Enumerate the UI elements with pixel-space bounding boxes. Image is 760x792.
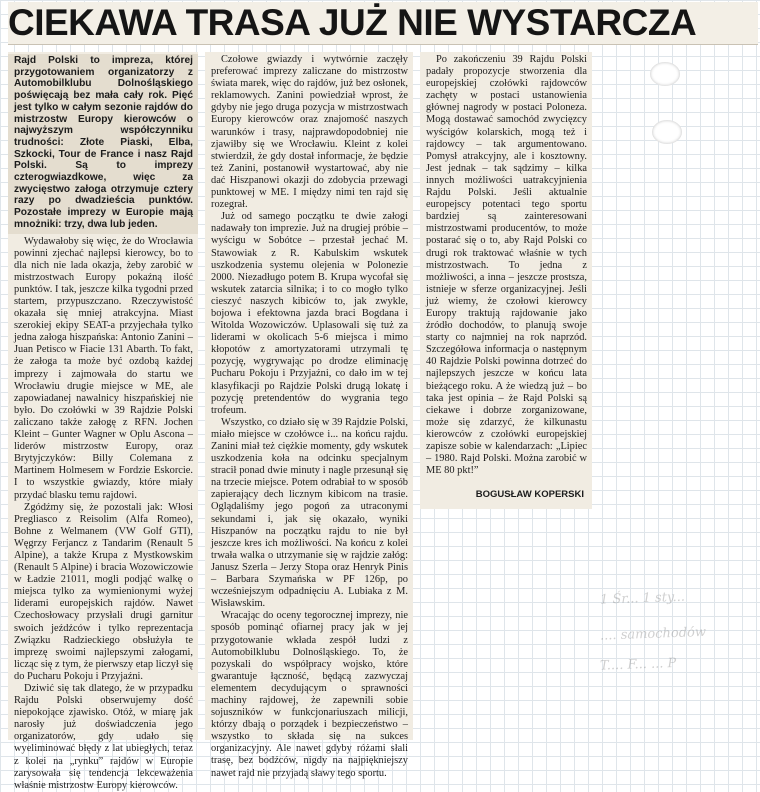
paragraph: Wszystko, co działo się w 39 Rajdzie Polski, miało miejsce w czołówce i... na końcu rajdu. Zanini miał też ciężkie momenty, gdy wskutek uszkodzenia koła na odcinku specjalnym stracił ponad dwie minuty i nagle przesunął się na trzecie miejsce. Potem odrabiał to w sposób zapierający dech licznym kibicom na trasie. Oglądaliśmy jego pogoń za utraconymi sekundami i, jak się okazało, wyniki Hiszpanów na początku rajdu to nie był jeszcze kres ich możliwości. Na końcu z kolei trwała walka o utrzymanie się w rajdzie załóg: Janusz Szerla – Jerzy Stopa oraz Henryk Pinis – Barbara Szymańska w PF 126p, po wcześniejszym odpadnięciu A. Lubiaka z M. Wisławskim. bbox=[211, 416, 408, 610]
article-column-1 bbox=[8, 52, 198, 791]
paragraph: Zgódźmy się, że pozostali jak: Włosi Pregliasco z Reisolim (Alfa Romeo), Bohne z Welmanem (VW Golf GTI), Węgrzy Ferjancz z Tandarim (Renault 5 Alpine), a także Krupa z Mystkowskim (Renault 5 Alpine) i bracia Wozowiczowie w Ładzie 21011, mogli podjąć walkę o miejsca tylko za wymienionymi wyżej liderami europejskich rajdów. Nawet Czechosłowacy przysłali drugi garnitur swoich jeźdźców i tylko reprezentacja Związku Radzieckiego obsłużyła te imprezę swoimi najlepszymi załogami, licząc się z tym, że pierwszy etap liczył się do Pucharu Pokoju i Przyjaźni. bbox=[14, 501, 193, 682]
pencil-scribble: .... samochodów bbox=[599, 624, 707, 644]
paragraph: Czołowe gwiazdy i wytwórnie zaczęły preferować imprezy zaliczane do mistrzostw świata marek, więc do rajdów, już bez osłonek, reklamowych. Zanini powiedział wprost, że gdyby nie jego druga pozycja w mistrzostwach Europy kierowców oraz znajomość naszych warunków i trasy, najprawdopodobniej nie zjawiłby się we Wrocławiu. Kleint z kolei stwierdził, że gdy dostał informacje, że będzie też Zanini, postanowił wystartować, aby nie dać Hiszpanowi okazji do zdobycia przewagi punktowej w ME. I między nimi ten rajd się rozegrał. bbox=[211, 54, 408, 211]
headline: CIEKAWA TRASA JUŻ NIE WYSTARCZA bbox=[8, 2, 758, 45]
article-column-2 bbox=[205, 52, 413, 779]
pencil-scribble: 1 Śr... 1 sty... bbox=[599, 589, 686, 608]
paragraph: Już od samego początku te dwie załogi nadawały ton imprezie. Już na drugiej próbie – wyścigu w Sobótce – przestał jechać M. Stawowiak z R. Kabulskim wskutek uszkodzenia systemu olejenia w Polonezie 2000. Niezadługo potem B. Krupa wycofał się wskutek zatarcia silnika; i to co mogło tylko cieszyć naszych kibiców to, jak zwykle, bojowa i efektowna jazda braci Bogdana i Witolda Wozowiczów. Uplasowali się tuż za liderami w okolicach 5-6 miejsca i mimo kłopotów z amortyzatorami utrzymali tę pozycję, wygrywając po drodze eliminację Pucharu Pokoju i Przyjaźni, co dało im w tej klasyfikacji po Rajdzie Polski drugą lokatę i pozycję pretendentów do wygrania tego trofeum. bbox=[211, 211, 408, 416]
lead-paragraph: Rajd Polski to impreza, której przygotowaniem organizatorzy z Automobilklubu Dolnośląskiego poświęcają bez mała cały rok. Pięć jest tylko w całym sezonie rajdów do mistrzostw Europy kierowców o najwyższym współczynniku trudności: Złote Piaski, Elba, Szkocki, Tour de France i nasz Rajd Polski. Są to imprezy czterogwiazdkowe, więc za zwycięstwo załoga otrzymuje cztery razy po dwadzieścia punktów. Pozostałe imprezy w Europie mają mnożniki: trzy, dwa lub jeden. bbox=[8, 54, 198, 234]
punch-hole bbox=[652, 120, 682, 144]
paragraph: Dziwić się tak dlatego, że w przypadku Rajdu Polski obserwujemy dość niepokojące zjawisko. Otóż, w miarę jak narosły już doświadczenia jego organizatorów, gdy udało się wyeliminować błędy z lat ubiegłych, teraz z kolei na „rynku” rajdów w Europie zarysowała się tendencja lekceważenia właśnie mistrzostw Europy kierowców. bbox=[14, 683, 193, 791]
paragraph: Wydawałoby się więc, że do Wrocławia powinni zjechać najlepsi kierowcy, bo to dla nich nie lada okazja, żeby zarobić w mistrzostwach Europy pokaźną ilość punktów. I tak, jeszcze kilka tygodni przed startem, przypuszczano. Rzeczywistość okazała się mniej atrakcyjna. Miast szerokiej ekipy SEAT-a przyjechała tylko jedna załoga hiszpańska: Antonio Zanini – Juan Petisco w Fiacie 131 Abarth. To fakt, że załoga ta może być ozdobą każdej imprezy i zajmowała do startu we Wrocławiu drugie miejsce w ME, ale zapowiadanej nawalnicy hiszpańskiej nie było. Do czołówki w 39 Rajdzie Polski zaliczano także załogę z RFN. Jochen Kleint – Gunter Wagner w Oplu Ascona – liderów mistrzostw Europy, oraz Brytyjczyków: Billy Colemana z Martinem Holmesem w Fordzie Eskorcie. I to wszystkie gwiazdy, które miały przydać blasku temu rajdowi. bbox=[14, 235, 193, 501]
punch-hole bbox=[650, 62, 680, 86]
paragraph: Po zakończeniu 39 Rajdu Polski padały propozycje stworzenia dla europejskiej czołówki rajdowców zachęty w postaci ustanowienia głównej nagrody w postaci Poloneza. Mogą dostawać samochód zwycięzcy wyścigów kolarskich, mogą też i rajdowcy – tak argumentowano. Pomysł atrakcyjny, ale i kosztowny. Jest jednak – tak sądzimy – kilka innych możliwości uatrakcyjnienia Rajdu Polski. Jeśli aktualnie europejscy potentaci tego sportu bardziej są zainteresowani mistrzostwami producentów, to może postarać się o to, aby Rajd Polski co drugi rok traktować właśnie w tych mistrzostwach. To jedna z możliwości, a inna – jeszcze prostsza, istnieje w sferze organizacyjnej. Jeśli już wiemy, że czołowi kierowcy Europy traktują rajdowanie jako źródło dochodów, to planują swoje starty co najmniej na rok naprzód. Szczegółowa informacja o następnym 40 Rajdzie Polski powinna dotrzeć do najlepszych jeszcze w końcu lata bieżącego roku. A że wiedzą już – bo taka jest opinia – że Rajd Polski są ciekawe i dobrze zorganizowane, może się zdarzyć, że kilkunastu kierowców z czołówki europejskiej zapisze sobie w kalendarzach: „Lipiec – 1980. Rajd Polski. Można zarobić w ME 80 pkt!” bbox=[426, 54, 587, 477]
pencil-scribble: T.... F... ... P bbox=[599, 655, 677, 674]
byline: BOGUSŁAW KOPERSKI bbox=[475, 489, 584, 501]
article-column-3 bbox=[420, 52, 592, 509]
paragraph: Wracając do oceny tegorocznej imprezy, nie sposób pominąć ofiarnej pracy jak w jej przygotowanie wkłada zespół ludzi z Automobilklubu Dolnośląskiego. To, że pozyskali do współpracy wojsko, które gwarantuje łączność, będącą zazwyczaj elementem decydującym o sprawności machiny rajdowej, że zapewnili sobie sojuszników w funkcjonariuszach milicji, którzy dbają o porządek i bezpieczeństwo – wszystko to składa się na sukces organizacyjny. Ale nawet gdyby różami słali trasę, bez bodźców, nigdy na najpiękniejszy nawet rajd nie przyjadą sławy tego sportu. bbox=[211, 610, 408, 779]
